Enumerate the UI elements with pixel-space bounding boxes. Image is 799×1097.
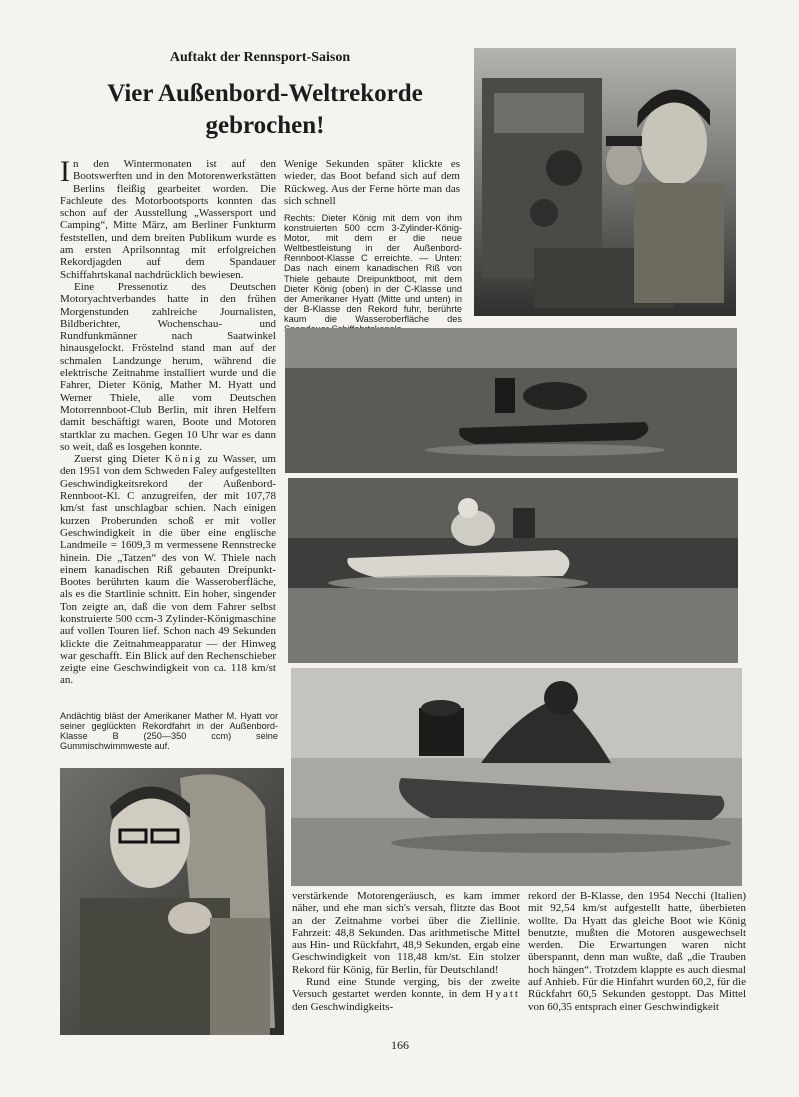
column-2-top-text: Wenige Sekunden später klickte es wieder, das Boot befand sich auf dem Rückweg. Aus der Ferne hörte man das sich schnell: [284, 158, 460, 207]
caption-left: Andächtig bläst der Amerikaner Mather M. Hyatt vor seiner geglückten Rekordfahrt in der Außenbord-Klasse B (250—350 ccm) seine Gummischwimmweste auf.: [60, 711, 278, 752]
paragraph-5-text-b: den Geschwindigkeits-: [292, 1000, 394, 1013]
column-1: [60, 155, 276, 687]
headline-line-2: gebrochen!: [205, 112, 325, 139]
article-headline: [60, 78, 470, 142]
photo-hyatt-portrait: [60, 768, 284, 1035]
photo-boat-bottom: [291, 668, 742, 886]
photo-hyatt-portrait-image: [60, 768, 284, 1035]
column-2-top: [284, 158, 460, 207]
photo-boat-top-image: [285, 328, 737, 473]
driver-name-hyatt: Hyatt: [485, 988, 520, 1001]
article-kicker: Auftakt der Rennsport-Saison: [169, 50, 351, 65]
paragraph-3-text-b: zu Wasser, um den 1951 von dem Schweden Faley aufgestellten Geschwindigkeitsrekord der Außenbord-Rennboot-Kl. C anzugreifen, der mit 107,78 km/st fast unschlagbar schien. Nach einigen kurzen Proberunden schoß er mit voller Geschwindigkeit in die über eine englische Landmeile = 1609,3 m vermessene Rennstrecke hinein. Die „Tatzen“ des von W. Thiele nach einem kanadischen Riß gebauten Dreipunkt-Bootes berührten kaum die Wasseroberfläche, als es die Startlinie schnitt. Ein hoher, singender Ton zeigte an, daß die von dem Fahrer selbst konstruierte 500 ccm-3 Zylinder-Königmaschine auf vollen Touren lief. Schon nach 49 Sekunden klickte die Zeitnahmeapparatur — der Hinweg war geschafft. Ein Blick auf den Rechenschieber zeigte eine Geschwindigkeit von ca. 118 km/st an.: [60, 453, 276, 687]
paragraph-3: [60, 453, 276, 687]
paragraph-1-text: n den Wintermonaten ist auf den Bootswerften und in den Motorenwerkstätten Berlins fleißig gearbeitet worden. Die Fachleute des Motorbootsports konnten das schon auf der Ausstellung „Wassersport und Camping“, Mitte März, am Berliner Funkturm feststellen, und dem breiten Publikum wurde es am ersten Aprilsonntag mit erfolgreichen Rekordjagden auf dem Spandauer Schiffahrtskanal nachdrücklich bewiesen.: [60, 158, 276, 281]
photo-boat-top: [285, 328, 737, 473]
photo-engine-portrait-image: [474, 48, 736, 316]
drop-cap: I: [60, 155, 70, 188]
paragraph-5-text-a: Rund eine Stunde verging, bis der zweite Versuch gestartet werden konnte, in dem: [292, 976, 520, 1001]
paragraph-1: [60, 155, 276, 281]
paragraph-2: Eine Pressenotiz des Deutschen Motoryachtverbandes hatte in den frühen Morgenstunden zahlreiche Journalisten, Bildberichter, Wochenschau- und Rundfunkmänner nach Saatwinkel hinausgelockt. Fröstelnd stand man auf der schmalen Landzunge herum, während die elektrische Zeitnahme installiert wurde und die Fahrer, Dieter König, Mather M. Hyatt und Werner Thiele, alle vom Deutschen Motorrennboot-Club Berlin, mit ihren Helfern damit beschäftigt waren, Boote und Motoren startklar zu machen. Gegen 10 Uhr war es dann so weit, daß es losgehen konnte.: [60, 280, 276, 453]
column-2-bottom: [292, 890, 520, 1013]
photo-boat-middle-image: [288, 478, 738, 663]
photo-engine-portrait: [474, 48, 736, 316]
paragraph-6: rekord der B-Klasse, den 1954 Necchi (Italien) mit 92,54 km/st aufgestellt hatte, überbieten wollte. Da Hyatt das gleiche Boot wie König benutzte, mußten die Motoren ausgewechselt werden. Die Erwartungen waren nicht überspannt, denn man wußte, daß „die Trauben hoch hängen“. Trotzdem klappte es auch diesmal auf Anhieb. Für die Hinfahrt wurden 60,2, für die Rückfahrt 60,5 Sekunden gestoppt. Das Mittel von 60,35 entsprach einer Geschwindigkeit: [528, 890, 746, 1013]
paragraph-4: verstärkende Motorengeräusch, es kam immer näher, und ehe man sich's versah, flitzte das Boot an der Zeitnahme vorbei über die Ziellinie. Fahrzeit: 48,8 Sekunden. Das arithmetische Mittel aus Hin- und Rückfahrt, 48,9 Sekunden, ergab eine Geschwindigkeit von 118,48 km/st. Ein stolzer Rekord für König, für Berlin, für Deutschland!: [292, 890, 520, 976]
column-3-bottom: [528, 890, 746, 1013]
caption-right: [284, 213, 462, 344]
caption-right-text: Rechts: Dieter König mit dem von ihm konstruierten 500 ccm 3-Zylinder-König-Motor, mit dem er die neue Weltbestleistung in der Außenbord-Rennboot-Klasse C erreichte. — Unten: Das nach einem kanadischen Riß von Thiele gebaute Dreipunktboot, mit dem Dieter König (oben) in der C-Klasse und der Amerikaner Hyatt (Mitte und unten) in der B-Klasse den Rekord fuhr, berührte kaum die Wasseroberfläche des: [284, 213, 462, 324]
paragraph-3-text-a: Zuerst ging Dieter: [74, 453, 165, 466]
page-number: 166: [391, 1038, 409, 1052]
headline-line-1: Vier Außenbord-Weltrekorde: [107, 80, 423, 107]
photo-boat-bottom-image: [291, 668, 742, 886]
driver-name-koenig: König: [164, 453, 203, 466]
photo-boat-middle: [288, 478, 738, 663]
paragraph-5: [292, 976, 520, 1013]
